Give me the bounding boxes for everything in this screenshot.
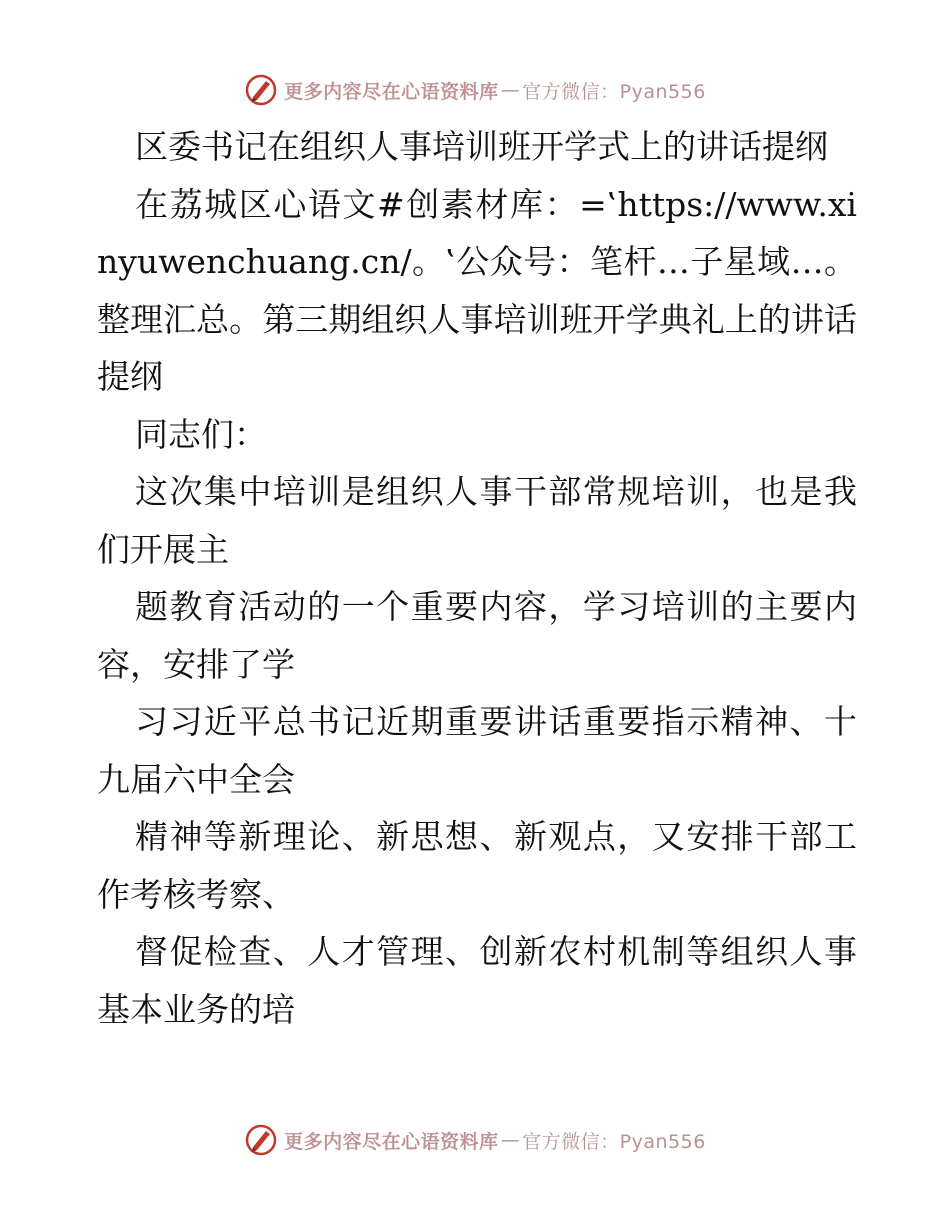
- body-paragraph: 精神等新理论、新思想、新观点，又安排干部工作考核考察、: [97, 817, 857, 914]
- header-separator: —: [500, 79, 521, 101]
- salutation: 同志们：: [135, 414, 267, 454]
- pen-logo-icon: [244, 73, 278, 107]
- header-site-text: 更多内容尽在心语资料库: [284, 80, 499, 103]
- pen-logo-icon: [244, 1123, 278, 1157]
- body-paragraph: 这次集中培训是组织人事干部常规培训，也是我们开展主: [97, 472, 857, 569]
- footer-separator: —: [500, 1129, 521, 1151]
- header-contact-text: 官方微信：Pyan556: [522, 80, 706, 103]
- footer-site-text: 更多内容尽在心语资料库: [284, 1130, 499, 1153]
- body-paragraph: 题教育活动的一个重要内容，学习培训的主要内容，安排了学: [97, 587, 857, 684]
- document-body: [97, 118, 857, 1038]
- document-title: 区委书记在组织人事培训班开学式上的讲话提纲: [135, 127, 828, 166]
- body-paragraph: 习习近平总书记近期重要讲话重要指示精神、十九届六中全会: [97, 702, 857, 799]
- footer-contact-text: 官方微信：Pyan556: [522, 1130, 706, 1153]
- footer-watermark-banner: [0, 1120, 950, 1160]
- source-paragraph: 在荔城区心语文#创素材库：=‛https://www.xinyuwenchuang.cn/。‛公众号：笔杆…子星域…。整理汇总。第三期组织人事培训班开学典礼上的讲话提纲: [97, 184, 857, 396]
- header-watermark-banner: [0, 70, 950, 110]
- body-paragraph: 督促检查、人才管理、创新农村机制等组织人事基本业务的培: [97, 932, 857, 1029]
